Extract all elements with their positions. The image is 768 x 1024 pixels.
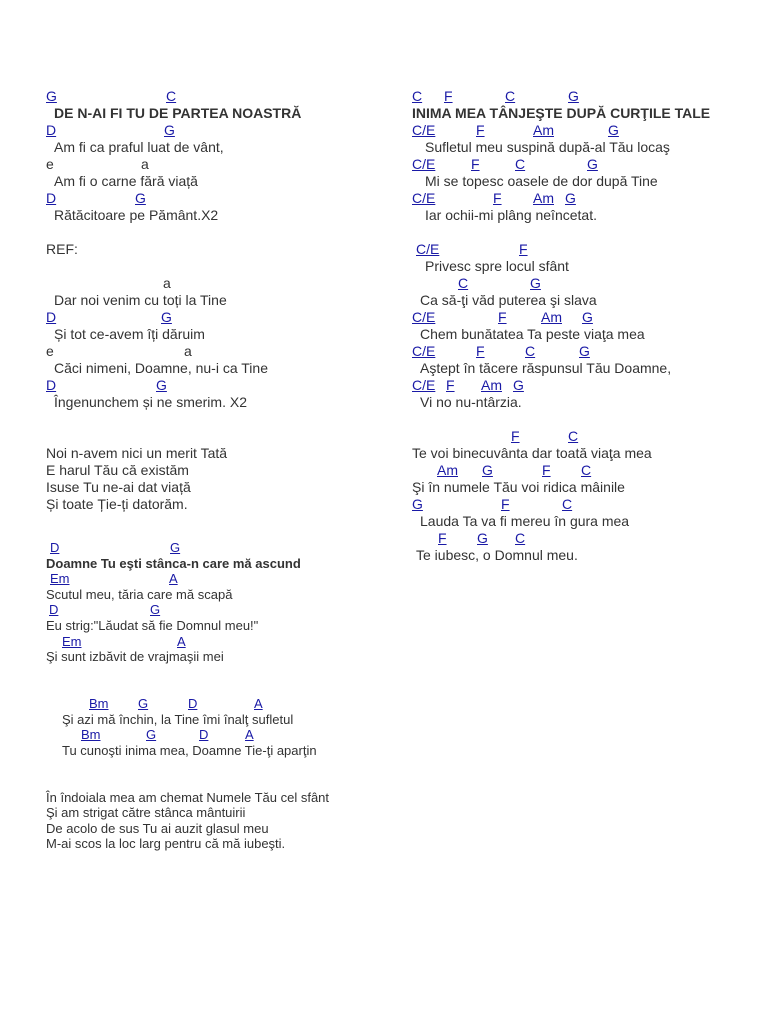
lyric-line: Aştept în tăcere răspunsul Tău Doamne, (420, 360, 672, 376)
chord[interactable]: C (166, 88, 177, 104)
left-column-song-1 (46, 88, 376, 513)
chord[interactable]: G (579, 343, 590, 359)
chord[interactable]: G (482, 462, 493, 478)
chord-line (412, 241, 762, 258)
chord[interactable]: C (581, 462, 592, 478)
chord-line (46, 377, 376, 394)
chord-line (46, 122, 376, 139)
chord-line (46, 275, 376, 292)
chord-plain: e (46, 156, 54, 172)
chord-line (412, 496, 762, 513)
chord[interactable]: C (562, 496, 573, 512)
gap (46, 258, 376, 275)
lyric-line: Iar ochii-mi plâng neîncetat. (425, 207, 597, 223)
chord[interactable]: C/E (412, 309, 436, 325)
lyric-line: Mi se topesc oasele de dor după Tine (425, 173, 658, 189)
chord[interactable]: C/E (412, 343, 436, 359)
gap (46, 428, 376, 445)
chord[interactable]: D (46, 190, 57, 206)
lyric-line: Şi am strigat către stânca mântuirii (46, 805, 246, 821)
chord[interactable]: G (170, 540, 181, 555)
chord[interactable]: F (476, 122, 485, 138)
chord[interactable]: C (515, 530, 526, 546)
chord[interactable]: D (46, 377, 57, 393)
chord[interactable]: C/E (412, 156, 436, 172)
gap (46, 774, 376, 790)
chord[interactable]: G (477, 530, 488, 546)
chord[interactable]: G (156, 377, 167, 393)
lyric-line: Şi sunt izbăvit de vrajmaşii mei (46, 649, 224, 665)
chord-line (46, 88, 376, 105)
chord-line (46, 727, 376, 743)
lyric-line: Chem bunătatea Ta peste viaţa mea (420, 326, 645, 342)
chord[interactable]: G (146, 727, 157, 743)
chord[interactable]: F (542, 462, 551, 478)
chord-line (46, 571, 376, 587)
chord[interactable]: Em (50, 571, 70, 587)
chord-line (46, 343, 376, 360)
chord[interactable]: D (46, 122, 57, 138)
lyric-line: Vi no nu-ntârzia. (420, 394, 522, 410)
gap (412, 224, 762, 241)
chord-line (46, 634, 376, 650)
chord-line (412, 275, 762, 292)
gap (46, 665, 376, 681)
chord[interactable]: G (150, 602, 161, 618)
lyric-line: Dar noi venim cu toți la Tine (54, 292, 227, 308)
chord-plain: a (163, 275, 171, 291)
chord[interactable]: F (493, 190, 502, 206)
lyric-line: E harul Tău că existăm (46, 462, 189, 478)
chord[interactable]: G (161, 309, 172, 325)
lyric-line: Am fi ca praful luat de vânt, (54, 139, 224, 155)
chord-plain: a (184, 343, 192, 359)
right-column-song (412, 88, 762, 564)
chord[interactable]: Am (533, 122, 554, 138)
chord-line (412, 462, 762, 479)
chord[interactable]: A (169, 571, 178, 587)
lyric-line: Scutul meu, tăria care mă scapă (46, 586, 233, 602)
chord[interactable]: G (608, 122, 619, 138)
chord[interactable]: G (530, 275, 541, 291)
left-column-song-2 (46, 540, 376, 852)
chord[interactable]: G (513, 377, 524, 393)
chord[interactable]: C (515, 156, 526, 172)
chord[interactable]: A (245, 727, 254, 743)
chord[interactable]: F (446, 377, 455, 393)
chord[interactable]: G (568, 88, 579, 104)
lyric-line: Eu strig:"Lăudat să fie Domnul meu!" (46, 617, 259, 633)
lyric-line: Noi n-avem nici un merit Tată (46, 445, 228, 461)
chord-line (46, 602, 376, 618)
chord[interactable]: G (46, 88, 57, 104)
chord[interactable]: D (50, 540, 60, 555)
chord[interactable]: G (412, 496, 423, 512)
chord[interactable]: C/E (412, 377, 436, 393)
chord[interactable]: F (438, 530, 447, 546)
chord[interactable]: Am (481, 377, 502, 393)
chord[interactable]: D (46, 309, 57, 325)
chord-line (412, 190, 762, 207)
chord[interactable]: Bm (81, 727, 101, 743)
chord-line (46, 156, 376, 173)
chord[interactable]: F (471, 156, 480, 172)
chord-line (412, 122, 762, 139)
ref-label: REF: (46, 241, 78, 257)
chord[interactable]: D (199, 727, 209, 743)
chord-line (46, 190, 376, 207)
chord-line (412, 530, 762, 547)
chord-line (412, 343, 762, 360)
chord[interactable]: F (444, 88, 453, 104)
chord-line (46, 696, 376, 712)
lyric-line: Și toate Ție-ți datorăm. (46, 496, 188, 512)
lyric-line: Te iubesc, o Domnul meu. (416, 547, 578, 563)
lyric-line: Ca să-ţi văd puterea şi slava (420, 292, 597, 308)
chord[interactable]: C (525, 343, 536, 359)
chord-line (412, 428, 762, 445)
chord[interactable]: C/E (412, 122, 436, 138)
chord[interactable]: G (164, 122, 175, 138)
chord[interactable]: Am (533, 190, 554, 206)
chord-line (412, 377, 762, 394)
chord[interactable]: F (501, 496, 510, 512)
chord[interactable]: C (505, 88, 516, 104)
gap (46, 758, 376, 774)
lyric-line: Şi în numele Tău voi ridica mâinile (412, 479, 625, 495)
chord[interactable]: D (49, 602, 59, 618)
chord[interactable]: Bm (89, 695, 109, 711)
lyric-line: Lauda Ta va fi mereu în gura mea (420, 513, 630, 529)
lyric-line: M-ai scos la loc larg pentru că mă iubeşti. (46, 836, 286, 852)
chord[interactable]: G (135, 190, 146, 206)
song-title: Doamne Tu eşti stânca-n care mă ascund (46, 555, 301, 571)
chord[interactable]: Em (62, 633, 82, 649)
lyric-line: De acolo de sus Tu ai auzit glasul meu (46, 820, 269, 836)
chord[interactable]: C (568, 428, 579, 444)
chord-line (412, 88, 762, 105)
chord[interactable]: C/E (416, 241, 440, 257)
lyric-line: Sufletul meu suspină după-al Tău locaş (425, 139, 670, 155)
song-title: DE N-AI FI TU DE PARTEA NOASTRĂ (54, 105, 302, 121)
chord-line (46, 309, 376, 326)
lyric-line: Privesc spre locul sfânt (425, 258, 569, 274)
gap (412, 411, 762, 428)
chord-plain: a (141, 156, 149, 172)
chord[interactable]: Am (541, 309, 562, 325)
chord[interactable]: F (511, 428, 520, 444)
chord[interactable]: F (476, 343, 485, 359)
lyric-line: Şi azi mă închin, la Tine îmi înalţ sufletul (62, 711, 294, 727)
chord[interactable]: G (582, 309, 593, 325)
lyric-line: Te voi binecuvânta dar toată viaţa mea (412, 445, 652, 461)
lyric-line: Și tot ce-avem îți dăruim (54, 326, 205, 342)
chord[interactable]: F (519, 241, 528, 257)
gap (46, 224, 376, 241)
lyric-line: Am fi o carne fără viață (54, 173, 198, 189)
lyric-line: Isuse Tu ne-ai dat viață (46, 479, 191, 495)
chord[interactable]: D (188, 695, 198, 711)
song-title: INIMA MEA TÂNJEŞTE DUPĂ CURŢILE TALE (412, 105, 711, 121)
chord[interactable]: C (412, 88, 423, 104)
lyric-line: Rătăcitoare pe Pământ.X2 (54, 207, 219, 223)
chord[interactable]: G (565, 190, 576, 206)
chord[interactable]: Am (437, 462, 458, 478)
chord[interactable]: G (138, 695, 149, 711)
chord-plain: e (46, 343, 54, 359)
chord-line (412, 309, 762, 326)
lyric-line: Căci nimeni, Doamne, nu-i ca Tine (54, 360, 268, 376)
chord-line (46, 540, 376, 556)
chord[interactable]: C/E (412, 190, 436, 206)
lyric-line: Tu cunoşti inima mea, Doamne Tie-ţi aparţin (62, 742, 317, 758)
chord[interactable]: A (254, 695, 263, 711)
gap (46, 680, 376, 696)
chord-line (412, 156, 762, 173)
lyric-line: În îndoiala mea am chemat Numele Tău cel sfânt (46, 789, 330, 805)
chord[interactable]: A (177, 633, 186, 649)
gap (46, 411, 376, 428)
chord[interactable]: G (587, 156, 598, 172)
chord[interactable]: F (498, 309, 507, 325)
chord[interactable]: C (458, 275, 469, 291)
lyric-line: Îngenunchem și ne smerim. X2 (54, 394, 247, 410)
